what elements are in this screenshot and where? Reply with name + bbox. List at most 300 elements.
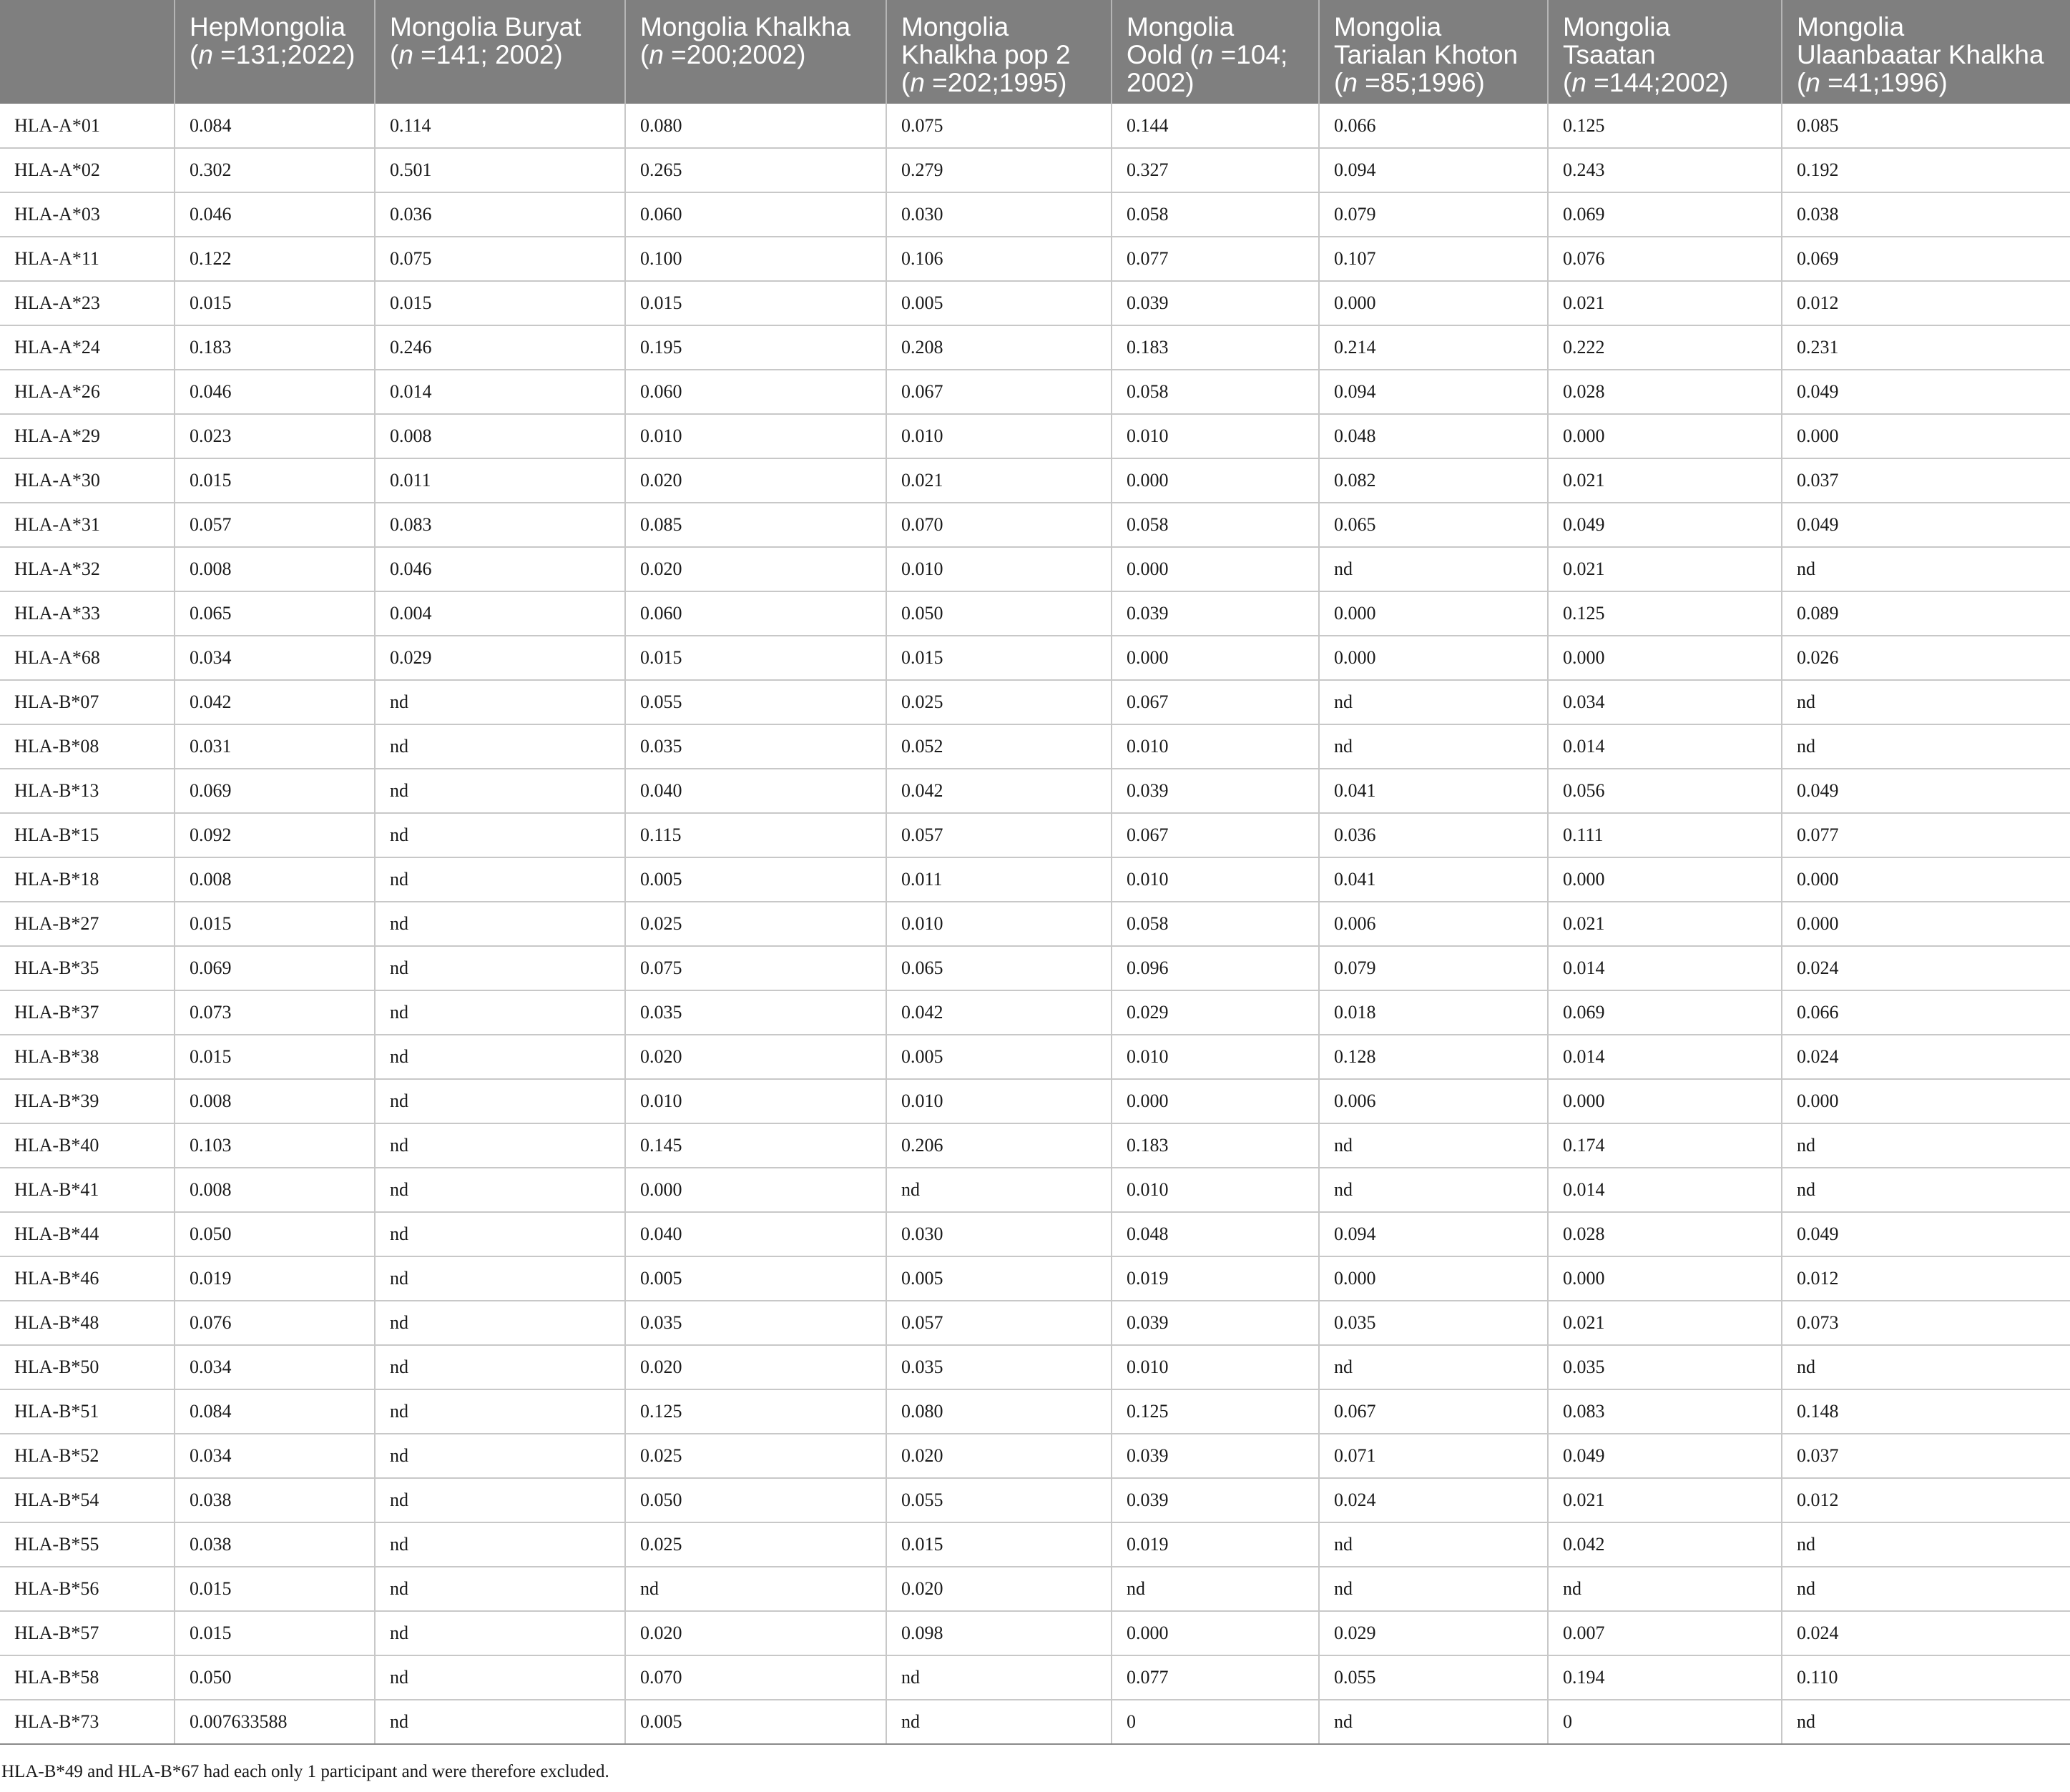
- frequency-cell: 0.050: [886, 591, 1112, 636]
- sample-size-symbol: n: [1571, 68, 1586, 97]
- header-text: =202;1995): [924, 68, 1067, 97]
- allele-cell: HLA-B*41: [0, 1168, 175, 1212]
- sample-size-symbol: n: [198, 40, 213, 69]
- frequency-cell: nd: [886, 1168, 1112, 1212]
- frequency-cell: nd: [375, 813, 625, 857]
- frequency-cell: 0.039: [1112, 1301, 1319, 1345]
- frequency-cell: 0.049: [1782, 503, 2070, 547]
- table-row: [0, 1478, 2070, 1522]
- frequency-cell: 0.122: [175, 237, 375, 281]
- frequency-cell: 0.077: [1782, 813, 2070, 857]
- frequency-cell: 0.015: [886, 636, 1112, 680]
- frequency-cell: 0.015: [175, 458, 375, 503]
- table-row: [0, 1301, 2070, 1345]
- header-line: [640, 41, 878, 69]
- header-text: Mongolia: [1797, 12, 1905, 41]
- table-row: [0, 1079, 2070, 1123]
- frequency-cell: 0.026: [1782, 636, 2070, 680]
- frequency-cell: 0.094: [1319, 1212, 1548, 1256]
- frequency-cell: nd: [1782, 1168, 2070, 1212]
- frequency-cell: 0.069: [175, 946, 375, 990]
- frequency-cell: 0.020: [625, 1035, 886, 1079]
- frequency-cell: 0.077: [1112, 1655, 1319, 1700]
- header-line: [1334, 13, 1540, 41]
- table-row: [0, 724, 2070, 769]
- frequency-cell: 0.020: [625, 458, 886, 503]
- table-row: [0, 1345, 2070, 1389]
- frequency-cell: 0.010: [886, 547, 1112, 591]
- table-row: [0, 591, 2070, 636]
- frequency-cell: 0.000: [1548, 636, 1782, 680]
- frequency-cell: 0.030: [886, 192, 1112, 237]
- frequency-cell: nd: [1548, 1567, 1782, 1611]
- header-line: [390, 41, 617, 69]
- frequency-cell: 0.042: [1548, 1522, 1782, 1567]
- frequency-cell: 0.010: [625, 414, 886, 458]
- frequency-cell: 0.004: [375, 591, 625, 636]
- frequency-cell: 0.183: [1112, 1123, 1319, 1168]
- frequency-cell: 0.058: [1112, 503, 1319, 547]
- allele-cell: HLA-B*52: [0, 1434, 175, 1478]
- frequency-cell: 0.010: [1112, 1035, 1319, 1079]
- frequency-cell: 0.012: [1782, 1256, 2070, 1301]
- header-cell-allele: [0, 0, 175, 104]
- frequency-cell: 0.114: [375, 104, 625, 148]
- frequency-cell: 0.024: [1782, 946, 2070, 990]
- allele-cell: HLA-A*26: [0, 370, 175, 414]
- frequency-cell: 0.020: [886, 1434, 1112, 1478]
- frequency-cell: 0.055: [625, 680, 886, 724]
- header-text: Mongolia Khalkha: [640, 12, 851, 41]
- allele-cell: HLA-A*03: [0, 192, 175, 237]
- header-line: [1334, 69, 1540, 97]
- frequency-cell: 0.011: [886, 857, 1112, 902]
- allele-cell: HLA-B*56: [0, 1567, 175, 1611]
- header-text: (: [1797, 68, 1806, 97]
- frequency-cell: 0.107: [1319, 237, 1548, 281]
- frequency-cell: 0.028: [1548, 370, 1782, 414]
- frequency-cell: 0.058: [1112, 192, 1319, 237]
- table-row: [0, 857, 2070, 902]
- frequency-cell: 0.015: [625, 281, 886, 325]
- frequency-cell: 0.070: [625, 1655, 886, 1700]
- frequency-cell: nd: [625, 1567, 886, 1611]
- header-line: [1563, 69, 1774, 97]
- frequency-cell: 0.057: [886, 813, 1112, 857]
- frequency-cell: 0.192: [1782, 148, 2070, 192]
- header-text: =200;2002): [663, 40, 806, 69]
- frequency-cell: 0.058: [1112, 370, 1319, 414]
- frequency-cell: 0.008: [375, 414, 625, 458]
- header-text: Ulaanbaatar Khalkha: [1797, 40, 2044, 69]
- frequency-cell: 0.037: [1782, 458, 2070, 503]
- frequency-cell: 0.014: [1548, 1035, 1782, 1079]
- frequency-cell: nd: [1782, 547, 2070, 591]
- frequency-cell: 0.041: [1319, 857, 1548, 902]
- frequency-cell: 0.056: [1548, 769, 1782, 813]
- table-row: [0, 192, 2070, 237]
- frequency-cell: 0.000: [1782, 1079, 2070, 1123]
- header-cell-population: [886, 0, 1112, 104]
- frequency-cell: 0.021: [1548, 547, 1782, 591]
- frequency-cell: 0.020: [625, 547, 886, 591]
- frequency-cell: 0.049: [1782, 769, 2070, 813]
- sample-size-symbol: n: [910, 68, 925, 97]
- header-line: [1563, 41, 1774, 69]
- frequency-cell: 0: [1112, 1700, 1319, 1744]
- header-text: Mongolia Buryat: [390, 12, 582, 41]
- allele-cell: HLA-B*35: [0, 946, 175, 990]
- frequency-cell: 0.014: [375, 370, 625, 414]
- table-row: [0, 1522, 2070, 1567]
- frequency-cell: 0.067: [1112, 813, 1319, 857]
- frequency-cell: 0.035: [625, 1301, 886, 1345]
- frequency-cell: 0.046: [175, 192, 375, 237]
- frequency-cell: 0.035: [625, 724, 886, 769]
- frequency-cell: nd: [375, 1256, 625, 1301]
- frequency-cell: nd: [1319, 1345, 1548, 1389]
- frequency-cell: 0.005: [886, 1035, 1112, 1079]
- frequency-cell: 0.069: [1548, 192, 1782, 237]
- sample-size-symbol: n: [398, 40, 413, 69]
- frequency-cell: 0.014: [1548, 946, 1782, 990]
- frequency-cell: 0.020: [625, 1611, 886, 1655]
- frequency-cell: nd: [375, 1478, 625, 1522]
- frequency-cell: 0.069: [175, 769, 375, 813]
- allele-cell: HLA-B*27: [0, 902, 175, 946]
- allele-cell: HLA-B*18: [0, 857, 175, 902]
- frequency-cell: 0.060: [625, 192, 886, 237]
- header-line: [1797, 41, 2063, 69]
- frequency-cell: 0.055: [1319, 1655, 1548, 1700]
- allele-cell: HLA-B*15: [0, 813, 175, 857]
- frequency-cell: 0.067: [1112, 680, 1319, 724]
- allele-cell: HLA-B*55: [0, 1522, 175, 1567]
- frequency-cell: nd: [1319, 680, 1548, 724]
- table-row: [0, 680, 2070, 724]
- frequency-cell: 0.007633588: [175, 1700, 375, 1744]
- frequency-cell: 0.194: [1548, 1655, 1782, 1700]
- frequency-cell: 0.015: [175, 1567, 375, 1611]
- header-cell-population: [1548, 0, 1782, 104]
- frequency-cell: 0.089: [1782, 591, 2070, 636]
- frequency-cell: 0.098: [886, 1611, 1112, 1655]
- frequency-cell: 0.077: [1112, 237, 1319, 281]
- frequency-cell: 0.000: [1548, 857, 1782, 902]
- frequency-cell: nd: [1782, 724, 2070, 769]
- frequency-cell: 0.023: [175, 414, 375, 458]
- frequency-cell: 0.000: [625, 1168, 886, 1212]
- frequency-cell: 0.010: [886, 1079, 1112, 1123]
- table-row: [0, 1123, 2070, 1168]
- frequency-cell: 0.075: [886, 104, 1112, 148]
- frequency-cell: 0.058: [1112, 902, 1319, 946]
- frequency-cell: 0.183: [175, 325, 375, 370]
- allele-cell: HLA-A*11: [0, 237, 175, 281]
- frequency-cell: 0.144: [1112, 104, 1319, 148]
- frequency-cell: nd: [375, 769, 625, 813]
- allele-cell: HLA-A*02: [0, 148, 175, 192]
- frequency-cell: 0.060: [625, 591, 886, 636]
- table-row: [0, 946, 2070, 990]
- frequency-cell: nd: [1319, 1567, 1548, 1611]
- frequency-cell: 0.010: [1112, 1345, 1319, 1389]
- frequency-cell: 0.125: [1548, 104, 1782, 148]
- table-row: [0, 1655, 2070, 1700]
- allele-cell: HLA-B*51: [0, 1389, 175, 1434]
- frequency-cell: 0.246: [375, 325, 625, 370]
- frequency-cell: 0.069: [1548, 990, 1782, 1035]
- frequency-cell: 0.015: [175, 1611, 375, 1655]
- frequency-cell: 0.034: [175, 1345, 375, 1389]
- frequency-cell: 0.050: [625, 1478, 886, 1522]
- table-row: [0, 1434, 2070, 1478]
- frequency-cell: 0.021: [886, 458, 1112, 503]
- allele-cell: HLA-B*48: [0, 1301, 175, 1345]
- frequency-cell: 0.083: [375, 503, 625, 547]
- header-text: Tarialan Khoton: [1334, 40, 1519, 69]
- frequency-cell: 0.084: [175, 1389, 375, 1434]
- frequency-cell: nd: [1782, 1123, 2070, 1168]
- header-line: [1797, 69, 2063, 97]
- allele-cell: HLA-A*29: [0, 414, 175, 458]
- frequency-cell: 0.006: [1319, 902, 1548, 946]
- allele-cell: HLA-B*50: [0, 1345, 175, 1389]
- frequency-cell: 0.106: [886, 237, 1112, 281]
- frequency-cell: 0.075: [375, 237, 625, 281]
- table-row: [0, 414, 2070, 458]
- frequency-cell: 0.183: [1112, 325, 1319, 370]
- frequency-cell: nd: [375, 1079, 625, 1123]
- frequency-cell: nd: [1319, 1700, 1548, 1744]
- allele-cell: HLA-B*58: [0, 1655, 175, 1700]
- table-row: [0, 458, 2070, 503]
- header-line: [1797, 13, 2063, 41]
- frequency-cell: 0.065: [1319, 503, 1548, 547]
- frequency-cell: 0.005: [625, 1256, 886, 1301]
- allele-cell: HLA-A*30: [0, 458, 175, 503]
- frequency-cell: 0.031: [175, 724, 375, 769]
- frequency-cell: nd: [1782, 680, 2070, 724]
- frequency-cell: nd: [375, 1522, 625, 1567]
- frequency-cell: 0.035: [1319, 1301, 1548, 1345]
- frequency-cell: 0.034: [1548, 680, 1782, 724]
- frequency-cell: nd: [375, 1212, 625, 1256]
- allele-cell: HLA-B*38: [0, 1035, 175, 1079]
- frequency-cell: 0.073: [1782, 1301, 2070, 1345]
- frequency-cell: 0.115: [625, 813, 886, 857]
- table-row: [0, 1567, 2070, 1611]
- frequency-cell: nd: [375, 680, 625, 724]
- frequency-cell: 0.214: [1319, 325, 1548, 370]
- frequency-cell: 0.025: [886, 680, 1112, 724]
- frequency-cell: 0.020: [886, 1567, 1112, 1611]
- allele-cell: HLA-B*44: [0, 1212, 175, 1256]
- header-line: [1334, 41, 1540, 69]
- frequency-cell: 0.243: [1548, 148, 1782, 192]
- frequency-cell: 0.094: [1319, 148, 1548, 192]
- frequency-cell: 0.019: [175, 1256, 375, 1301]
- sample-size-symbol: n: [649, 40, 664, 69]
- frequency-cell: 0.020: [625, 1345, 886, 1389]
- frequency-cell: 0.005: [886, 281, 1112, 325]
- frequency-cell: 0.024: [1782, 1035, 2070, 1079]
- frequency-cell: 0.084: [175, 104, 375, 148]
- frequency-cell: nd: [1319, 547, 1548, 591]
- header-row: [0, 0, 2070, 104]
- frequency-cell: nd: [375, 857, 625, 902]
- frequency-cell: 0.024: [1319, 1478, 1548, 1522]
- frequency-cell: 0.076: [175, 1301, 375, 1345]
- frequency-cell: 0.128: [1319, 1035, 1548, 1079]
- frequency-cell: 0.085: [625, 503, 886, 547]
- frequency-cell: 0.000: [1319, 636, 1548, 680]
- header-text: (: [1334, 68, 1343, 97]
- frequency-cell: 0.067: [1319, 1389, 1548, 1434]
- allele-cell: HLA-B*54: [0, 1478, 175, 1522]
- frequency-cell: nd: [375, 1123, 625, 1168]
- frequency-cell: 0.012: [1782, 1478, 2070, 1522]
- table-row: [0, 281, 2070, 325]
- frequency-cell: 0.039: [1112, 281, 1319, 325]
- frequency-cell: 0.038: [1782, 192, 2070, 237]
- frequency-cell: 0.035: [625, 990, 886, 1035]
- frequency-cell: 0.083: [1548, 1389, 1782, 1434]
- header-line: [1127, 69, 1311, 97]
- frequency-cell: 0.019: [1112, 1256, 1319, 1301]
- allele-cell: HLA-A*31: [0, 503, 175, 547]
- frequency-cell: 0.080: [886, 1389, 1112, 1434]
- allele-cell: HLA-A*33: [0, 591, 175, 636]
- frequency-cell: nd: [375, 1611, 625, 1655]
- sample-size-symbol: n: [1343, 68, 1358, 97]
- header-text: Mongolia: [1334, 12, 1442, 41]
- frequency-cell: 0.037: [1782, 1434, 2070, 1478]
- frequency-cell: 0.021: [1548, 1478, 1782, 1522]
- frequency-cell: 0.103: [175, 1123, 375, 1168]
- header-cell-population: [175, 0, 375, 104]
- allele-cell: HLA-B*37: [0, 990, 175, 1035]
- header-text: 2002): [1127, 68, 1195, 97]
- frequency-cell: 0.222: [1548, 325, 1782, 370]
- frequency-cell: nd: [1112, 1567, 1319, 1611]
- frequency-cell: 0.036: [375, 192, 625, 237]
- frequency-cell: nd: [1319, 1123, 1548, 1168]
- frequency-cell: 0.015: [175, 281, 375, 325]
- allele-cell: HLA-B*73: [0, 1700, 175, 1744]
- frequency-cell: 0.050: [175, 1655, 375, 1700]
- header-text: (: [1563, 68, 1572, 97]
- header-text: HepMongolia: [190, 12, 346, 41]
- frequency-cell: nd: [375, 946, 625, 990]
- frequency-cell: nd: [1782, 1522, 2070, 1567]
- table-row: [0, 1611, 2070, 1655]
- frequency-cell: nd: [375, 1389, 625, 1434]
- frequency-cell: 0.049: [1782, 1212, 2070, 1256]
- header-text: (: [390, 40, 399, 69]
- frequency-cell: 0.015: [375, 281, 625, 325]
- frequency-cell: 0.039: [1112, 1478, 1319, 1522]
- frequency-cell: nd: [1319, 1522, 1548, 1567]
- table-body: [0, 104, 2070, 1744]
- frequency-cell: nd: [1782, 1345, 2070, 1389]
- allele-cell: HLA-B*13: [0, 769, 175, 813]
- frequency-cell: 0.071: [1319, 1434, 1548, 1478]
- header-cell-population: [1319, 0, 1548, 104]
- header-line: [1563, 13, 1774, 41]
- frequency-cell: 0.000: [1112, 1611, 1319, 1655]
- header-text: Mongolia: [1563, 12, 1671, 41]
- frequency-cell: 0.048: [1319, 414, 1548, 458]
- frequency-cell: nd: [375, 1035, 625, 1079]
- frequency-cell: 0.014: [1548, 1168, 1782, 1212]
- frequency-cell: 0.025: [625, 1434, 886, 1478]
- frequency-cell: 0.021: [1548, 1301, 1782, 1345]
- frequency-cell: 0.094: [1319, 370, 1548, 414]
- frequency-cell: 0.050: [175, 1212, 375, 1256]
- frequency-cell: 0.065: [886, 946, 1112, 990]
- frequency-cell: 0.057: [886, 1301, 1112, 1345]
- frequency-cell: 0.005: [625, 857, 886, 902]
- frequency-cell: nd: [375, 990, 625, 1035]
- frequency-cell: 0.231: [1782, 325, 2070, 370]
- sample-size-symbol: n: [1805, 68, 1820, 97]
- frequency-cell: 0.145: [625, 1123, 886, 1168]
- frequency-cell: nd: [375, 724, 625, 769]
- frequency-cell: 0.000: [1112, 1079, 1319, 1123]
- frequency-cell: 0.265: [625, 148, 886, 192]
- frequency-cell: 0.006: [1319, 1079, 1548, 1123]
- frequency-cell: nd: [375, 902, 625, 946]
- frequency-cell: 0.085: [1782, 104, 2070, 148]
- frequency-cell: 0.206: [886, 1123, 1112, 1168]
- frequency-cell: 0.029: [375, 636, 625, 680]
- table-row: [0, 1168, 2070, 1212]
- header-text: =131;2022): [212, 40, 355, 69]
- frequency-cell: 0.021: [1548, 902, 1782, 946]
- frequency-cell: 0.039: [1112, 591, 1319, 636]
- frequency-cell: 0.005: [625, 1700, 886, 1744]
- allele-cell: HLA-B*46: [0, 1256, 175, 1301]
- header-cell-population: [1112, 0, 1319, 104]
- table-row: [0, 1256, 2070, 1301]
- header-text: =41;1996): [1820, 68, 1948, 97]
- frequency-cell: 0.021: [1548, 281, 1782, 325]
- header-text: (: [190, 40, 199, 69]
- frequency-cell: 0.208: [886, 325, 1112, 370]
- frequency-cell: 0.049: [1548, 503, 1782, 547]
- frequency-cell: nd: [1319, 724, 1548, 769]
- table-row: [0, 1389, 2070, 1434]
- frequency-cell: 0.035: [1548, 1345, 1782, 1389]
- frequency-cell: 0.060: [625, 370, 886, 414]
- frequency-cell: 0.039: [1112, 1434, 1319, 1478]
- header-cell-population: [625, 0, 886, 104]
- frequency-cell: 0.010: [886, 414, 1112, 458]
- table-row: [0, 1212, 2070, 1256]
- frequency-cell: 0.067: [886, 370, 1112, 414]
- frequency-cell: 0.014: [1548, 724, 1782, 769]
- frequency-cell: 0.073: [175, 990, 375, 1035]
- frequency-cell: 0.000: [1782, 414, 2070, 458]
- frequency-cell: 0.000: [1112, 547, 1319, 591]
- frequency-cell: nd: [375, 1345, 625, 1389]
- frequency-cell: 0.008: [175, 1079, 375, 1123]
- frequency-cell: 0.000: [1548, 1079, 1782, 1123]
- frequency-cell: 0.010: [1112, 724, 1319, 769]
- frequency-cell: 0.025: [625, 902, 886, 946]
- allele-cell: HLA-A*32: [0, 547, 175, 591]
